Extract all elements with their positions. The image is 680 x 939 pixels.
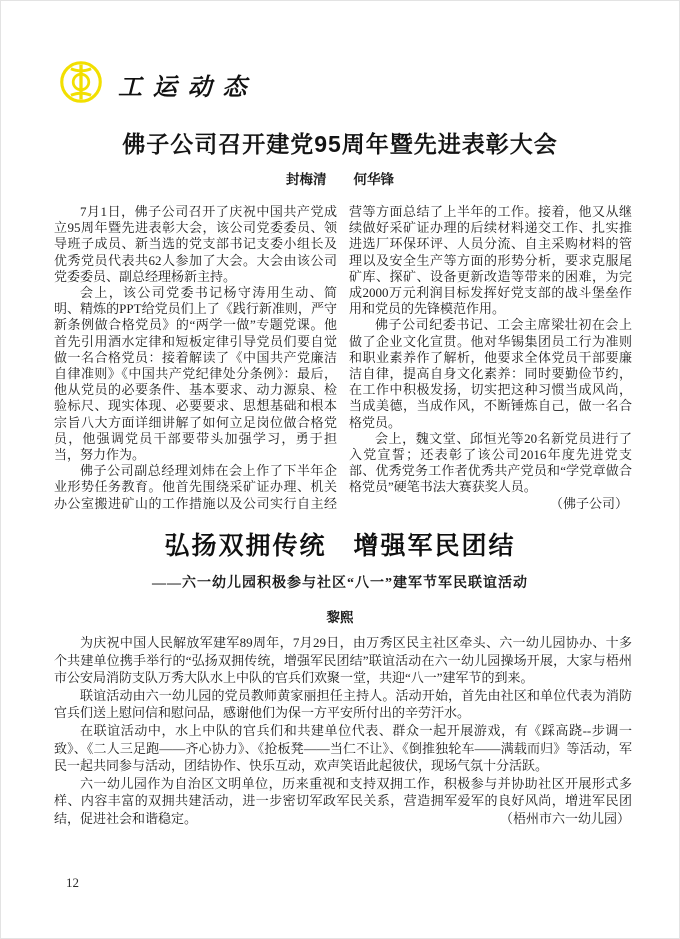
section-title: 工运动态 (118, 74, 258, 101)
article2-paragraph: 联谊活动由六一幼儿园的党员教师黄家丽担任主持人。活动开始，首先由社区和单位代表为消防官兵们送上慰问信和慰问品，感谢他们为保一方平安所付出的辛劳汗水。 (54, 687, 632, 721)
article2-subtitle: ——六一幼儿园积极参与社区“八一”建军节军民联谊活动 (152, 576, 528, 591)
article1-paragraph: 佛子公司副总经理刘炜在会上作了下半年企业形势任务教育。他首先围绕采矿证办理、机关办公室搬进矿山的工作措施以及公司实行自主经营等方面总结了上半年的工作。接着，他又从继续做好采矿证办理的后续材料递交工作、扎实推进选厂环保环评、人员分流、自主采购材料的管理以及安全生产等方面的形势分析，要求克服尾矿库、探矿、设备更新改造等带来的困难，为完成2000万元利润目标发挥好党支部的战斗堡垒作用和党员的先锋模范作用。 (54, 204, 632, 511)
article2-paragraph: 六一幼儿园作为自治区文明单位，历来重视和支持双拥工作，积极参与并协助社区开展形式多样、内容丰富的双拥共建活动，进一步密切军政军民关系，营造拥军爱军的良好风尚，增进军民团结，促进社会和谐稳定。 (54, 775, 632, 826)
article1-body (54, 204, 632, 522)
page-header (58, 60, 257, 104)
article1-paragraph: 会上，魏文堂、邱恒光等20名新党员进行了入党宣誓；还表彰了该公司2016年度先进党支部、优秀党务工作者优秀共产党员和“学党章做合格党员”硬笔书法大赛获奖人员。 (349, 430, 632, 495)
article2-paragraph: 在联谊活动中，水上中队的官兵们和共建单位代表、群众一起开展游戏，有《踩高跷--步调一致》、《二人三足跑——齐心协力》、《抢板凳——当仁不让》、《倒推独轮车——满载而归》等活动，军民一起共同参与活动，团结协作、快乐互动，欢声笑语此起彼伏，现场气氛十分活跃。 (54, 722, 632, 774)
article1-paragraph: 7月1日，佛子公司召开了庆祝中国共产党成立95周年暨先进表彰大会，该公司党委委员、领导班子成员、新当选的党支部书记支委小组长及优秀党员代表共62人参加了大会。大会由该公司党委委员、副总经理杨新主持。 (54, 204, 337, 284)
article1-paragraph: 会上，该公司党委书记杨守涛用生动、简明、精炼的PPT给党员们上了《践行新准则，严守新条例做合格党员》的“两学一做”专题党课。他首先引用酒水定律和短板定律引导党员们要自觉做一名合格党员：接着解读了《中国共产党廉洁自律准则》《中国共产党纪律处分条例》：最后，他从党员的必要条件、基本要求、动力源泉、检验标尺、现实体现、必要要求、思想基础和根本宗旨八大方面详细讲解了如何立足岗位做合格党员，他强调党员干部要带头加强学习，勇于担当，努力作为。 (54, 285, 337, 463)
article2-body (54, 634, 632, 828)
article1-title: 佛子公司召开建党95周年暨先进表彰大会 (122, 131, 558, 157)
page-number: 12 (66, 875, 79, 890)
trade-union-logo-icon (58, 60, 104, 104)
article1-paragraph: 佛子公司纪委书记、工会主席梁壮初在会上做了企业文化宣贯。他对华锡集团员工行为准则和职业素养作了解析，他要求全体党员干部要廉洁自律，提高自身文化素养：同时要勤俭节约，在工作中积极发扬，切实把这种习惯当成风尚，当成美德，当成作风，不断锤炼自己，做一名合格党员。 (349, 317, 632, 430)
article2-signature: （梧州市六一幼儿园） (499, 810, 630, 826)
article2-paragraph: 为庆祝中国人民解放军建军89周年，7月29日，由万秀区民主社区牵头、六一幼儿园协办、十多个共建单位携手举行的“弘扬双拥传统，增强军民团结”联谊活动在六一幼儿园操场开展，大家与梧州市公安局消防支队万秀大队水上中队的官兵们欢聚一堂，共迎“八一”建军节的到来。 (54, 635, 632, 686)
article1-authors: 封梅清 何华锋 (286, 172, 394, 187)
article2-title: 弘扬双拥传统 增强军民团结 (164, 533, 516, 560)
article1-signature: （佛子公司） (549, 495, 628, 511)
article2-author: 黎熙 (326, 610, 354, 625)
